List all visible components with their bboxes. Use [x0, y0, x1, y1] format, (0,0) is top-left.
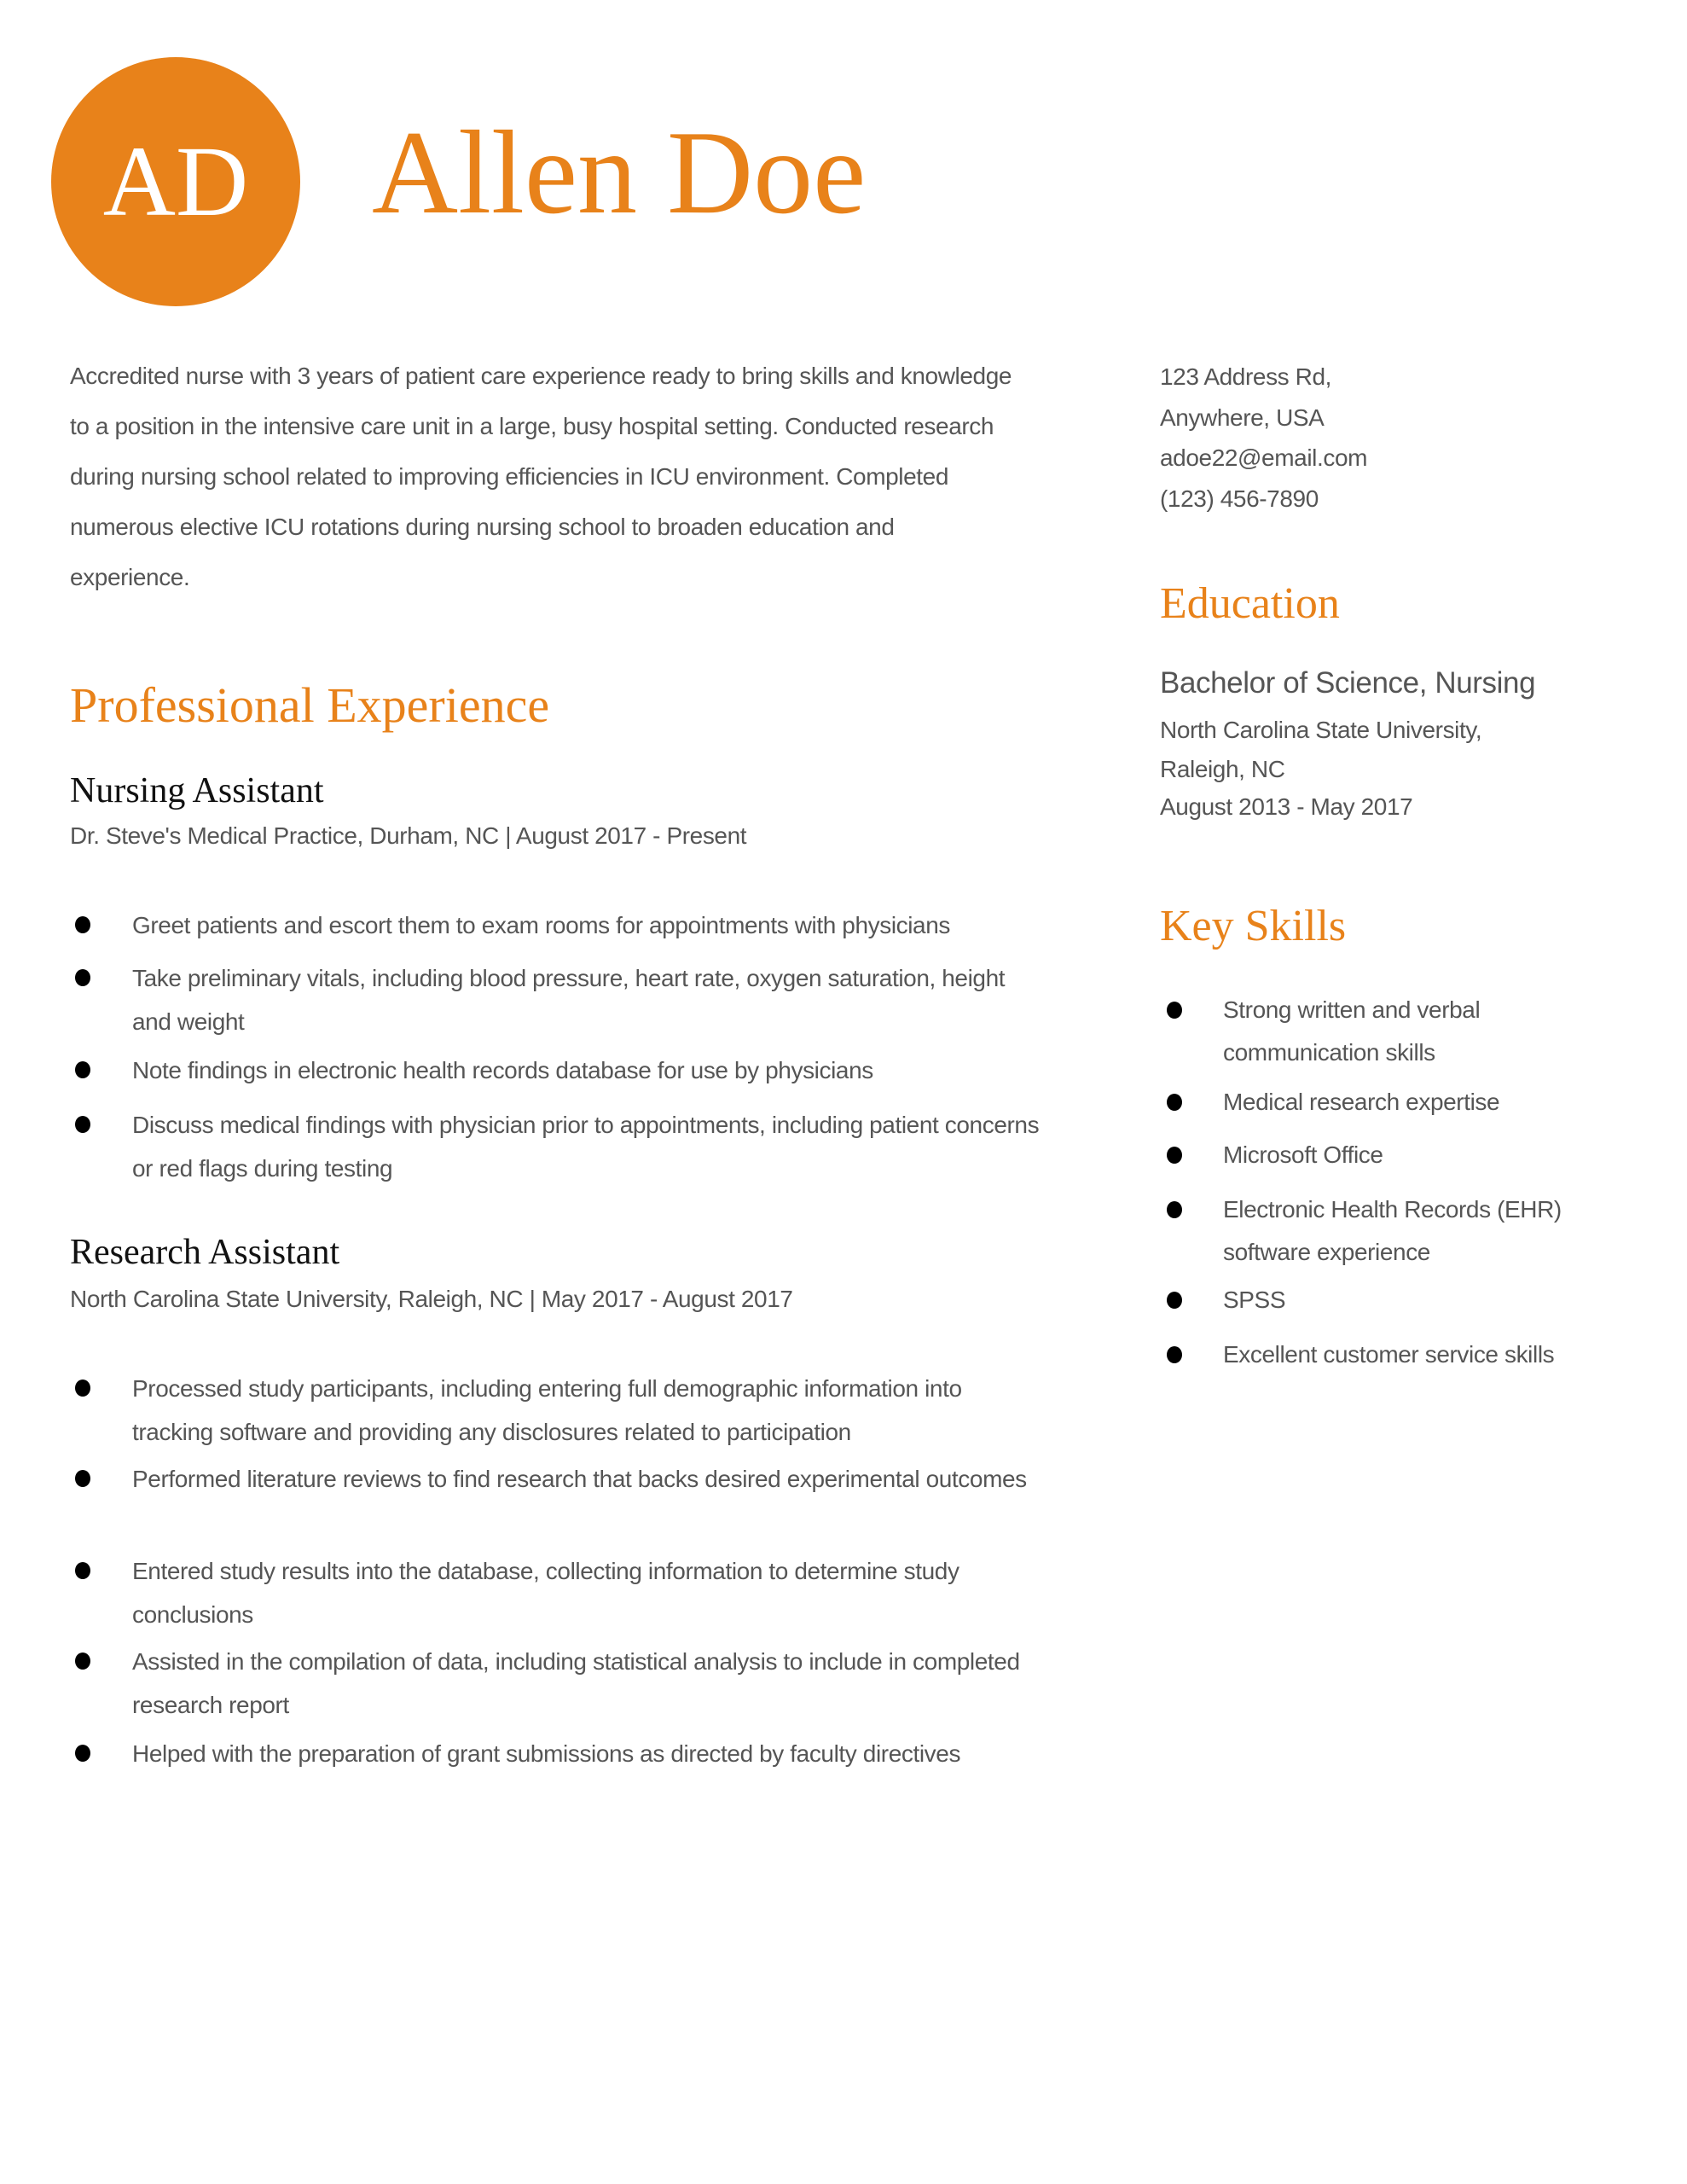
job-title: Research Assistant [70, 1233, 340, 1272]
list-item: Helped with the preparation of grant submissions as directed by faculty directives [75, 1732, 1064, 1775]
education-dates: August 2013 - May 2017 [1160, 793, 1413, 820]
bullet-icon [75, 1745, 90, 1762]
initials: AD [102, 125, 249, 237]
bullet-icon [75, 916, 90, 933]
skill-item: Medical research expertise [1167, 1081, 1593, 1124]
list-item: Assisted in the compilation of data, including statistical analysis to include in completed research report [75, 1640, 1047, 1727]
skill-item: Excellent customer service skills [1167, 1333, 1644, 1376]
candidate-name: Allen Doe [372, 107, 867, 239]
bullet-icon [75, 1562, 90, 1579]
avatar-monogram [51, 57, 300, 306]
summary: Accredited nurse with 3 years of patient care experience ready to bring skills and knowledge to a position in the intensive care unit in a large, busy hospital setting. Conducted research during nursing school related to improving efficiencies in ICU environment. Completed numerous elective ICU rotations during nursing school to broaden education and experience. [70, 363, 1012, 590]
list-item: Discuss medical findings with physician prior to appointments, including patient concerns or red flags during testing [75, 1103, 1047, 1190]
list-item: Performed literature reviews to find research that backs desired experimental outcomes [75, 1457, 1047, 1501]
bullet-icon [1167, 1147, 1182, 1164]
bullet-icon [1167, 1094, 1182, 1111]
experience-heading: Professional Experience [70, 677, 550, 733]
bullet-icon [75, 1380, 90, 1397]
bullet-icon [75, 1470, 90, 1487]
degree: Bachelor of Science, Nursing [1160, 666, 1536, 700]
email[interactable]: adoe22@email.com [1160, 444, 1368, 471]
skill-item: SPSS [1167, 1279, 1593, 1321]
bullet-icon [1167, 1292, 1182, 1309]
job-meta: Dr. Steve's Medical Practice, Durham, NC | August 2017 - Present [70, 822, 747, 849]
bullet-icon [1167, 1201, 1182, 1218]
job-meta: North Carolina State University, Raleigh, NC | May 2017 - August 2017 [70, 1286, 793, 1312]
skills-heading: Key Skills [1160, 902, 1347, 950]
bullet-icon [75, 1653, 90, 1670]
skill-item: Strong written and verbal communication skills [1167, 989, 1593, 1074]
bullet-icon [1167, 1002, 1182, 1019]
bullet-icon [75, 1116, 90, 1133]
address-line-1: 123 Address Rd, [1160, 363, 1332, 390]
skill-item: Microsoft Office [1167, 1134, 1593, 1176]
list-item: Take preliminary vitals, including blood pressure, heart rate, oxygen saturation, height and weight [75, 956, 1047, 1043]
school-location: Raleigh, NC [1160, 756, 1285, 782]
bullet-icon [1167, 1346, 1182, 1363]
education-heading: Education [1160, 579, 1340, 628]
address-line-2: Anywhere, USA [1160, 404, 1325, 431]
skill-item: Electronic Health Records (EHR) software experience [1167, 1188, 1593, 1274]
bullet-icon [75, 969, 90, 986]
bullet-icon [75, 1061, 90, 1078]
list-item: Entered study results into the database, collecting information to determine study conclusions [75, 1549, 1047, 1636]
phone: (123) 456-7890 [1160, 485, 1319, 512]
school: North Carolina State University, [1160, 717, 1482, 743]
list-item: Greet patients and escort them to exam rooms for appointments with physicians [75, 903, 1047, 947]
job-title: Nursing Assistant [70, 771, 324, 810]
list-item: Note findings in electronic health records database for use by physicians [75, 1048, 1047, 1092]
list-item: Processed study participants, including entering full demographic information into tracking software and providing any disclosures related to participation [75, 1367, 1047, 1454]
